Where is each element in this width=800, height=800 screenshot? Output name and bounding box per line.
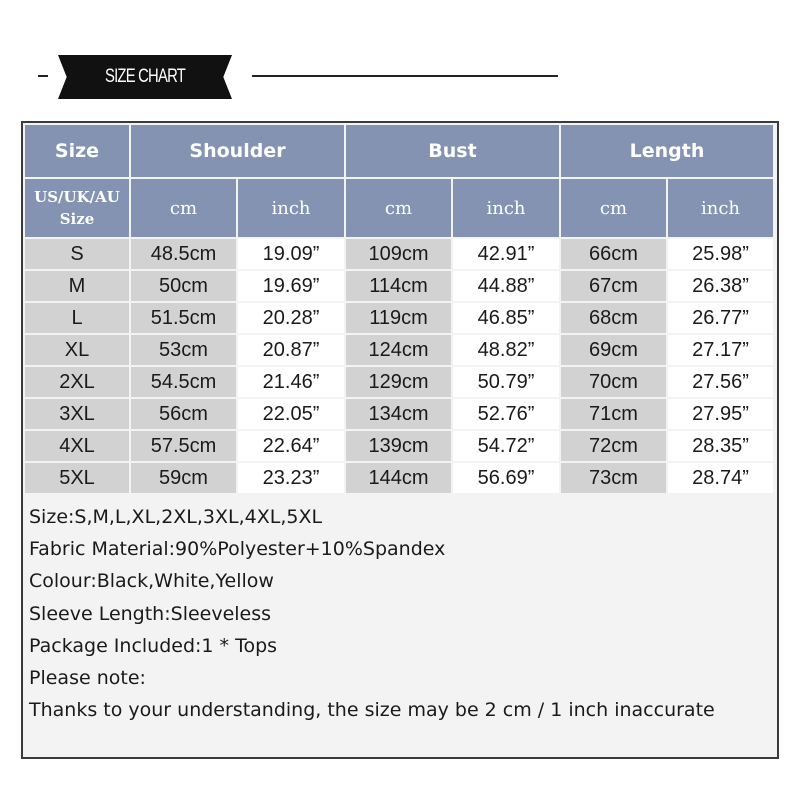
cell-size: 4XL xyxy=(25,431,129,461)
note-line: Colour:Black,White,Yellow xyxy=(29,570,274,593)
note-line: Size:S,M,L,XL,2XL,3XL,4XL,5XL xyxy=(29,506,323,528)
subheader-size-label: Size xyxy=(59,210,95,228)
cell-bust-cm: 119cm xyxy=(346,303,451,333)
banner-rule-left xyxy=(38,75,48,77)
cell-bust-in: 54.72” xyxy=(453,431,559,461)
cell-bust-cm: 124cm xyxy=(346,335,451,365)
header-bust: Bust xyxy=(346,125,559,177)
table-row xyxy=(25,367,773,397)
cell-size: M xyxy=(25,271,129,301)
size-rows xyxy=(25,239,773,493)
table-row xyxy=(25,335,773,365)
cell-shoulder-in: 20.87” xyxy=(238,335,344,365)
note-line: Sleeve Length:Sleeveless xyxy=(29,602,272,625)
cell-shoulder-cm: 48.5cm xyxy=(131,239,236,269)
cell-length-in: 27.56” xyxy=(668,367,773,397)
subheader-size-region: US/UK/AU xyxy=(34,188,120,206)
cell-shoulder-in: 22.64” xyxy=(238,431,344,461)
cell-length-cm: 71cm xyxy=(561,399,666,429)
cell-bust-in: 42.91” xyxy=(453,239,559,269)
cell-bust-in: 52.76” xyxy=(453,399,559,429)
size-table xyxy=(23,123,775,495)
subheader-size xyxy=(25,179,129,237)
cell-bust-in: 48.82” xyxy=(453,335,559,365)
cell-size: 3XL xyxy=(25,399,129,429)
cell-length-cm: 67cm xyxy=(561,271,666,301)
subheader-length-cm: cm xyxy=(561,179,666,237)
subheader-bust-inch: inch xyxy=(453,179,559,237)
table-row xyxy=(25,431,773,461)
cell-size: S xyxy=(25,239,129,269)
note-line: Please note: xyxy=(29,667,146,690)
cell-length-cm: 69cm xyxy=(561,335,666,365)
cell-size: XL xyxy=(25,335,129,365)
table-subheader-row xyxy=(25,179,773,237)
cell-length-in: 25.98” xyxy=(668,239,773,269)
header-shoulder: Shoulder xyxy=(131,125,344,177)
cell-bust-cm: 114cm xyxy=(346,271,451,301)
cell-length-cm: 73cm xyxy=(561,463,666,493)
table-row xyxy=(25,239,773,269)
cell-size: 5XL xyxy=(25,463,129,493)
note-line: Fabric Material:90%Polyester+10%Spandex xyxy=(29,538,446,561)
cell-bust-in: 46.85” xyxy=(453,303,559,333)
cell-length-cm: 68cm xyxy=(561,303,666,333)
cell-bust-in: 56.69” xyxy=(453,463,559,493)
cell-length-cm: 72cm xyxy=(561,431,666,461)
cell-shoulder-cm: 57.5cm xyxy=(131,431,236,461)
cell-shoulder-cm: 50cm xyxy=(131,271,236,301)
subheader-shoulder-inch: inch xyxy=(238,179,344,237)
cell-bust-cm: 139cm xyxy=(346,431,451,461)
header-size: Size xyxy=(25,125,129,177)
cell-shoulder-in: 22.05” xyxy=(238,399,344,429)
cell-shoulder-cm: 53cm xyxy=(131,335,236,365)
cell-shoulder-in: 20.28” xyxy=(238,303,344,333)
cell-shoulder-cm: 56cm xyxy=(131,399,236,429)
cell-shoulder-in: 21.46” xyxy=(238,367,344,397)
cell-bust-cm: 109cm xyxy=(346,239,451,269)
cell-bust-cm: 134cm xyxy=(346,399,451,429)
cell-size: L xyxy=(25,303,129,333)
cell-bust-in: 50.79” xyxy=(453,367,559,397)
cell-shoulder-cm: 51.5cm xyxy=(131,303,236,333)
cell-shoulder-cm: 54.5cm xyxy=(131,367,236,397)
table-header-row xyxy=(25,125,773,177)
subheader-length-inch: inch xyxy=(668,179,773,237)
banner-title: SIZE CHART xyxy=(104,66,186,87)
cell-length-cm: 70cm xyxy=(561,367,666,397)
size-chart-panel xyxy=(21,121,779,759)
cell-shoulder-cm: 59cm xyxy=(131,463,236,493)
product-notes xyxy=(29,501,769,726)
cell-length-in: 27.17” xyxy=(668,335,773,365)
cell-length-in: 26.38” xyxy=(668,271,773,301)
table-row xyxy=(25,399,773,429)
note-line: Package Included:1 * Tops xyxy=(29,634,278,657)
header-length: Length xyxy=(561,125,773,177)
subheader-shoulder-cm: cm xyxy=(131,179,236,237)
cell-bust-in: 44.88” xyxy=(453,271,559,301)
cell-shoulder-in: 19.69” xyxy=(238,271,344,301)
cell-shoulder-in: 23.23” xyxy=(238,463,344,493)
banner-rule-right xyxy=(252,75,558,77)
cell-bust-cm: 129cm xyxy=(346,367,451,397)
note-line: Thanks to your understanding, the size may be 2 cm / 1 inch inaccurate xyxy=(29,699,715,722)
cell-bust-cm: 144cm xyxy=(346,463,451,493)
cell-length-in: 28.35” xyxy=(668,431,773,461)
cell-shoulder-in: 19.09” xyxy=(238,239,344,269)
cell-length-in: 26.77” xyxy=(668,303,773,333)
cell-length-in: 28.74” xyxy=(668,463,773,493)
table-row xyxy=(25,463,773,493)
table-row xyxy=(25,303,773,333)
cell-size: 2XL xyxy=(25,367,129,397)
table-row xyxy=(25,271,773,301)
cell-length-cm: 66cm xyxy=(561,239,666,269)
cell-length-in: 27.95” xyxy=(668,399,773,429)
subheader-bust-cm: cm xyxy=(346,179,451,237)
